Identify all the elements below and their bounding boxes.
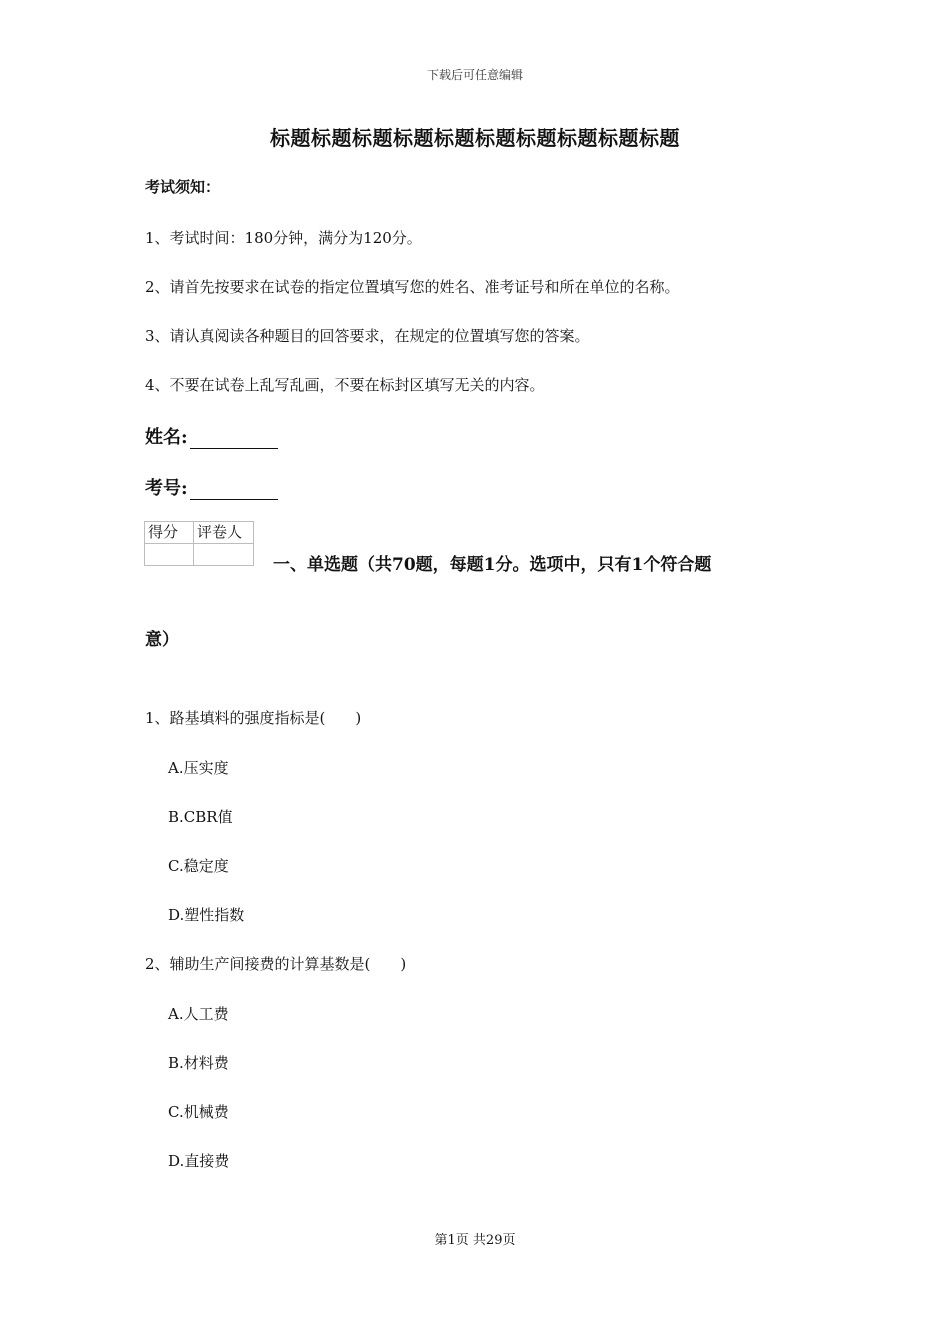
question-1-option-b: B.CBR值 [168,808,233,826]
question-2-option-c: C.机械费 [168,1103,229,1121]
grader-header: 评卷人 [194,522,254,544]
score-cell[interactable] [145,544,194,566]
notice-rule-3: 3、请认真阅读各种题目的回答要求，在规定的位置填写您的答案。 [145,327,590,345]
score-table [144,521,254,566]
question-2-option-b: B.材料费 [168,1054,229,1072]
grader-cell[interactable] [194,544,254,566]
notice-rule-1: 1、考试时间：180分钟，满分为120分。 [145,229,422,247]
question-2-stem: 2、辅助生产间接费的计算基数是( ) [145,955,407,973]
id-blank[interactable] [190,481,278,500]
notice-rule-4: 4、不要在试卷上乱写乱画，不要在标封区填写无关的内容。 [145,376,545,394]
section-title-continued: 意） [145,630,179,650]
header-note: 下载后可任意编辑 [426,68,523,82]
page-footer: 第1页 共29页 [434,1233,516,1248]
id-label: 考号: [145,478,188,499]
question-1-stem: 1、路基填料的强度指标是( ) [145,709,362,727]
question-2-option-a: A.人工费 [168,1005,229,1023]
id-field [145,474,278,500]
notice-heading: 考试须知： [145,178,221,196]
question-2-option-d: D.直接费 [168,1152,230,1170]
name-label: 姓名: [145,427,188,448]
notice-rule-2: 2、请首先按要求在试卷的指定位置填写您的姓名、准考证号和所在单位的名称。 [145,278,680,296]
section-title: 一、单选题（共70题，每题1分。选项中，只有1个符合题 [273,555,712,575]
document-title: 标题标题标题标题标题标题标题标题标题标题 [270,126,680,150]
name-blank[interactable] [190,430,278,449]
score-header: 得分 [145,522,194,544]
name-field [145,423,278,449]
question-1-option-d: D.塑性指数 [168,906,245,924]
question-1-option-a: A.压实度 [168,759,229,777]
question-1-option-c: C.稳定度 [168,857,229,875]
